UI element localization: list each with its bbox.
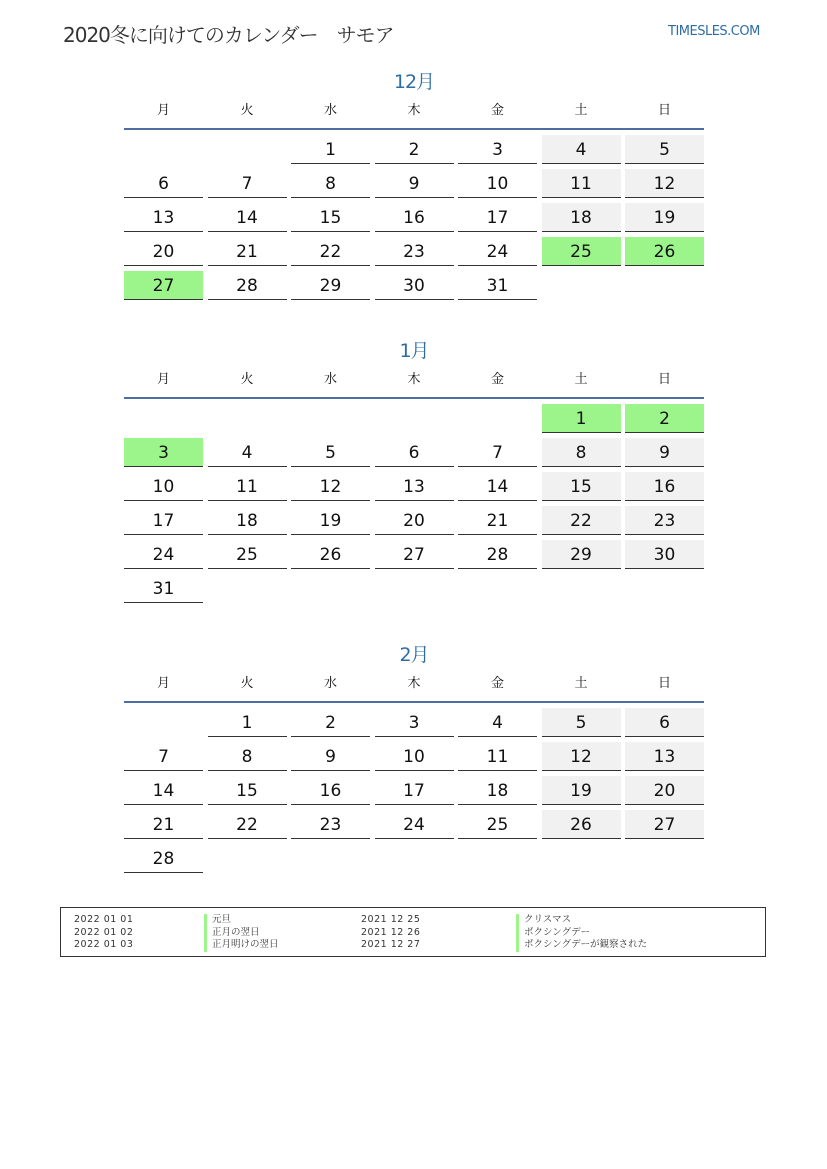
- weekday-label: 月: [156, 676, 170, 691]
- weekday-header: [124, 369, 704, 399]
- day-grid: [124, 708, 704, 873]
- day-grid: [124, 404, 704, 603]
- month-december: [124, 70, 704, 300]
- day-cell: 25: [542, 237, 621, 266]
- day-cell: 28: [124, 844, 203, 873]
- day-cell: 24: [375, 810, 454, 839]
- page-title: 2020冬に向けてのカレンダー サモア: [63, 23, 394, 47]
- empty-day-cell: [208, 135, 287, 164]
- empty-day-cell: [124, 708, 203, 737]
- legend-holiday-name: ボクシングデーが観察された: [516, 939, 647, 952]
- weekday-label: 水: [323, 676, 337, 691]
- day-cell: 6: [124, 169, 203, 198]
- day-cell: 27: [124, 271, 203, 300]
- legend-names-right: [516, 914, 647, 952]
- legend-dates-left: [74, 914, 133, 952]
- day-cell: 21: [124, 810, 203, 839]
- legend-names-left: [204, 914, 279, 952]
- day-cell: 2: [375, 135, 454, 164]
- day-cell: 22: [208, 810, 287, 839]
- weekday-label: 火: [240, 676, 254, 691]
- day-cell: 15: [208, 776, 287, 805]
- month-title: 1月: [399, 340, 429, 362]
- weekday-label: 木: [407, 676, 421, 691]
- weekday-label: 金: [490, 372, 504, 387]
- day-cell: 2: [291, 708, 370, 737]
- day-cell: 10: [124, 472, 203, 501]
- day-cell: 11: [208, 472, 287, 501]
- day-cell: 29: [542, 540, 621, 569]
- weekday-header: [124, 100, 704, 130]
- day-cell: 13: [375, 472, 454, 501]
- day-cell: 3: [458, 135, 537, 164]
- empty-day-cell: [291, 404, 370, 433]
- day-cell: 12: [625, 169, 704, 198]
- day-cell: 12: [291, 472, 370, 501]
- day-cell: 19: [625, 203, 704, 232]
- day-cell: 4: [458, 708, 537, 737]
- weekday-label: 木: [407, 372, 421, 387]
- day-cell: 22: [542, 506, 621, 535]
- day-cell: 22: [291, 237, 370, 266]
- day-cell: 13: [124, 203, 203, 232]
- weekday-label: 金: [490, 103, 504, 118]
- day-cell: 9: [291, 742, 370, 771]
- legend-holiday-name: クリスマス: [516, 914, 647, 927]
- day-cell: 25: [208, 540, 287, 569]
- day-cell: 16: [291, 776, 370, 805]
- day-cell: 7: [458, 438, 537, 467]
- day-cell: 16: [625, 472, 704, 501]
- day-cell: 17: [458, 203, 537, 232]
- day-cell: 15: [542, 472, 621, 501]
- holiday-legend: [60, 907, 766, 957]
- month-title: 2月: [399, 644, 429, 666]
- day-cell: 4: [208, 438, 287, 467]
- empty-day-cell: [208, 404, 287, 433]
- day-cell: 28: [208, 271, 287, 300]
- weekday-label: 木: [407, 103, 421, 118]
- empty-day-cell: [375, 404, 454, 433]
- day-grid: [124, 135, 704, 300]
- day-cell: 18: [542, 203, 621, 232]
- legend-date: 2022 01 02: [74, 926, 134, 938]
- day-cell: 21: [208, 237, 287, 266]
- day-cell: 27: [375, 540, 454, 569]
- weekday-label: 日: [657, 676, 671, 691]
- day-cell: 3: [375, 708, 454, 737]
- day-cell: 30: [375, 271, 454, 300]
- day-cell: 7: [208, 169, 287, 198]
- day-cell: 28: [458, 540, 537, 569]
- empty-day-cell: [124, 404, 203, 433]
- day-cell: 5: [291, 438, 370, 467]
- day-cell: 7: [124, 742, 203, 771]
- day-cell: 19: [291, 506, 370, 535]
- legend-date: 2022 01 01: [74, 914, 134, 925]
- legend-dates-right: [361, 914, 420, 952]
- day-cell: 21: [458, 506, 537, 535]
- legend-date: 2021 12 27: [361, 939, 421, 950]
- day-cell: 10: [375, 742, 454, 771]
- day-cell: 27: [625, 810, 704, 839]
- day-cell: 23: [625, 506, 704, 535]
- day-cell: 6: [625, 708, 704, 737]
- month-title: 12月: [393, 71, 435, 93]
- legend-date: 2021 12 25: [361, 914, 421, 925]
- weekday-label: 日: [657, 103, 671, 118]
- legend-holiday-name: ボクシングデー: [516, 927, 647, 940]
- legend-holiday-name: 元旦: [204, 914, 279, 927]
- day-cell: 12: [542, 742, 621, 771]
- day-cell: 23: [375, 237, 454, 266]
- day-cell: 3: [124, 438, 203, 467]
- weekday-label: 火: [240, 103, 254, 118]
- day-cell: 8: [542, 438, 621, 467]
- day-cell: 11: [542, 169, 621, 198]
- weekday-label: 水: [323, 103, 337, 118]
- day-cell: 8: [208, 742, 287, 771]
- weekday-header: [124, 673, 704, 703]
- weekday-label: 水: [323, 372, 337, 387]
- day-cell: 26: [291, 540, 370, 569]
- legend-holiday-name: 正月の翌日: [204, 927, 279, 940]
- day-cell: 1: [542, 404, 621, 433]
- weekday-label: 土: [574, 676, 588, 691]
- weekday-label: 土: [574, 103, 588, 118]
- weekday-label: 月: [156, 103, 170, 118]
- day-cell: 17: [124, 506, 203, 535]
- day-cell: 5: [542, 708, 621, 737]
- day-cell: 9: [375, 169, 454, 198]
- day-cell: 11: [458, 742, 537, 771]
- weekday-label: 土: [574, 372, 588, 387]
- day-cell: 1: [208, 708, 287, 737]
- day-cell: 24: [458, 237, 537, 266]
- day-cell: 14: [124, 776, 203, 805]
- day-cell: 26: [625, 237, 704, 266]
- day-cell: 30: [625, 540, 704, 569]
- day-cell: 25: [458, 810, 537, 839]
- day-cell: 29: [291, 271, 370, 300]
- day-cell: 23: [291, 810, 370, 839]
- empty-day-cell: [124, 135, 203, 164]
- day-cell: 14: [458, 472, 537, 501]
- month-february: [124, 643, 704, 873]
- day-cell: 18: [208, 506, 287, 535]
- day-cell: 19: [542, 776, 621, 805]
- legend-holiday-name: 正月明けの翌日: [204, 939, 279, 952]
- day-cell: 17: [375, 776, 454, 805]
- legend-date: 2021 12 26: [361, 926, 421, 938]
- day-cell: 20: [375, 506, 454, 535]
- day-cell: 15: [291, 203, 370, 232]
- day-cell: 20: [625, 776, 704, 805]
- empty-day-cell: [458, 404, 537, 433]
- legend-date: 2022 01 03: [74, 939, 134, 950]
- day-cell: 14: [208, 203, 287, 232]
- day-cell: 13: [625, 742, 704, 771]
- month-january: [124, 339, 704, 603]
- weekday-label: 金: [490, 676, 504, 691]
- weekday-label: 月: [156, 372, 170, 387]
- day-cell: 8: [291, 169, 370, 198]
- weekday-label: 火: [240, 372, 254, 387]
- brand-link[interactable]: TIMESLES.COM: [668, 24, 760, 39]
- day-cell: 20: [124, 237, 203, 266]
- day-cell: 10: [458, 169, 537, 198]
- day-cell: 31: [458, 271, 537, 300]
- weekday-label: 日: [657, 372, 671, 387]
- day-cell: 26: [542, 810, 621, 839]
- day-cell: 1: [291, 135, 370, 164]
- day-cell: 16: [375, 203, 454, 232]
- day-cell: 4: [542, 135, 621, 164]
- day-cell: 9: [625, 438, 704, 467]
- day-cell: 18: [458, 776, 537, 805]
- day-cell: 31: [124, 574, 203, 603]
- day-cell: 2: [625, 404, 704, 433]
- day-cell: 24: [124, 540, 203, 569]
- day-cell: 5: [625, 135, 704, 164]
- day-cell: 6: [375, 438, 454, 467]
